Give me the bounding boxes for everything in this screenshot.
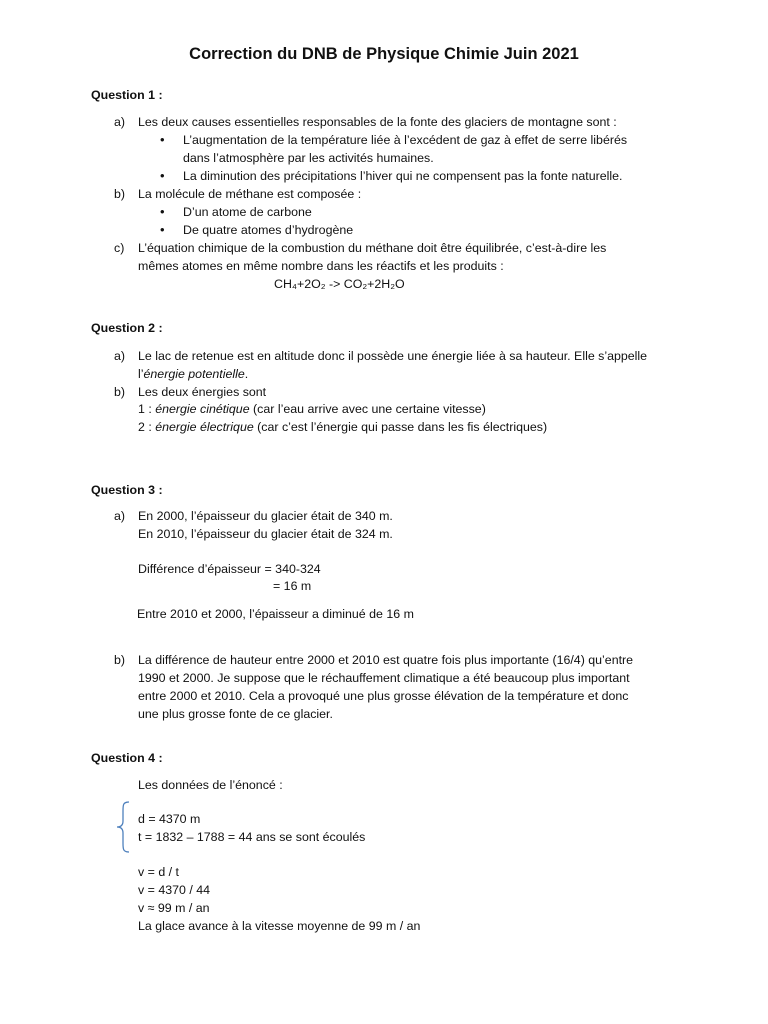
question-3-heading: Question 3 : (91, 483, 163, 497)
q4-computation: v = 4370 / 44 (138, 883, 210, 897)
q3-b-label: b) (114, 653, 126, 667)
q2-b-line-2-pre: 1 : (138, 402, 156, 416)
q1-b-bullet-2: De quatre atomes d’hydrogène (183, 223, 354, 237)
q2-b-line-1: Les deux énergies sont (138, 385, 267, 399)
q1-a-text: Les deux causes essentielles responsables de la fonte des glaciers de montagne sont : (138, 115, 617, 129)
q1-c-equation: CH₄+2O₂ -> CO₂+2H₂O (274, 277, 405, 291)
q3-b-line-4: une plus grosse fonte de ce glacier. (138, 707, 333, 721)
q2-a-line-1: Le lac de retenue est en altitude donc il possède une énergie liée à sa hauteur. Elle s’appelle (138, 349, 648, 363)
q2-a-line-2-italic: énergie potentielle (143, 367, 245, 381)
bullet-icon: • (160, 222, 165, 237)
q4-conclusion: La glace avance à la vitesse moyenne de 99 m / an (138, 919, 421, 933)
q3-a-line-3: Différence d’épaisseur = 340-324 (138, 562, 321, 576)
q1-a-bullet-1-line-1: L’augmentation de la température liée à l’excédent de gaz à effet de serre libérés (183, 133, 628, 147)
bullet-icon: • (160, 204, 165, 219)
question-2-heading: Question 2 : (91, 321, 163, 335)
q1-b-label: b) (114, 187, 126, 201)
q3-b-line-1: La différence de hauteur entre 2000 et 2010 est quatre fois plus importante (16/4) qu’entre (138, 653, 634, 667)
bullet-icon: • (160, 132, 165, 147)
q3-a-line-5: Entre 2010 et 2000, l’épaisseur a diminué de 16 m (137, 607, 414, 621)
q1-a-bullet-1-line-2: dans l’atmosphère par les activités humaines. (183, 151, 434, 165)
bullet-icon: • (160, 168, 165, 183)
q2-a-label: a) (114, 349, 126, 363)
q3-a-line-2: En 2010, l’épaisseur du glacier était de 324 m. (138, 527, 393, 541)
q2-b-line-3-pre: 2 : (138, 420, 156, 434)
q1-b-bullet-1: D’un atome de carbone (183, 205, 312, 219)
q4-formula: v = d / t (138, 865, 179, 879)
q2-b-line-3-italic: énergie électrique (155, 420, 254, 434)
q4-time: t = 1832 – 1788 = 44 ans se sont écoulés (138, 830, 366, 844)
q2-b-line-2-post: (car l’eau arrive avec une certaine vitesse) (249, 402, 486, 416)
q2-b-line-2 (138, 400, 486, 418)
q3-b-line-3: entre 2000 et 2010. Cela a provoqué une plus grosse élévation de la température et donc (138, 689, 629, 703)
q4-result: v ≈ 99 m / an (138, 901, 210, 915)
question-1-heading: Question 1 : (91, 88, 163, 102)
q2-a-line-2 (138, 365, 248, 383)
q3-b-line-2: 1990 et 2000. Je suppose que le réchauffement climatique a été beaucoup plus important (138, 671, 630, 685)
q1-c-line-2: mêmes atomes en même nombre dans les réactifs et les produits : (138, 259, 504, 273)
curly-brace-icon (115, 801, 131, 853)
q2-b-label: b) (114, 385, 126, 399)
q1-a-label: a) (114, 115, 126, 129)
q2-a-line-2-post: . (244, 367, 249, 381)
q4-line-1: Les données de l’énoncé : (138, 778, 283, 792)
q2-a-line-2-pre: l’ (138, 367, 144, 381)
q3-a-line-4: = 16 m (273, 579, 312, 593)
q2-b-line-3-post: (car c’est l’énergie qui passe dans les fis électriques) (253, 420, 548, 434)
q3-a-line-1: En 2000, l’épaisseur du glacier était de 340 m. (138, 509, 393, 523)
q1-c-label: c) (114, 241, 125, 255)
page-title: Correction du DNB de Physique Chimie Juin 2021 (189, 45, 579, 63)
q2-b-line-3 (138, 418, 547, 436)
q1-b-text: La molécule de méthane est composée : (138, 187, 362, 201)
q1-a-bullet-2: La diminution des précipitations l’hiver qui ne compensent pas la fonte naturelle. (183, 169, 623, 183)
q2-b-line-2-italic: énergie cinétique (155, 402, 250, 416)
q3-a-label: a) (114, 509, 126, 523)
question-4-heading: Question 4 : (91, 751, 163, 765)
q4-distance: d = 4370 m (138, 812, 201, 826)
q1-c-line-1: L’équation chimique de la combustion du méthane doit être équilibrée, c’est-à-dire les (138, 241, 607, 255)
